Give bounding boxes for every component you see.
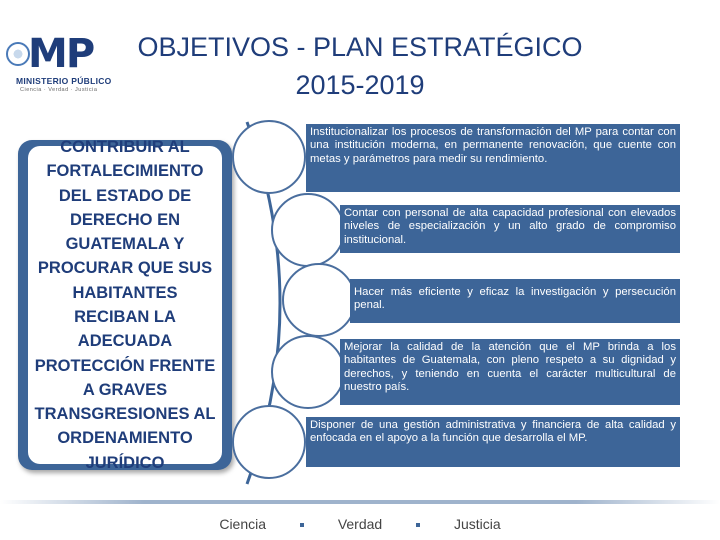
objective-item-3: Hacer más eficiente y eficaz la investigación y persecución penal. <box>350 279 680 323</box>
objective-item-4: Mejorar la calidad de la atención que el MP brinda a los habitantes de Guatemala, con pleno respeto a su dignidad y derechos, y teniendo en cuenta el carácter multicultural de nuestro país. <box>340 339 680 405</box>
objective-circle-3 <box>282 263 356 337</box>
objective-circle-5 <box>232 405 306 479</box>
page-title <box>100 28 620 104</box>
objective-circle-4 <box>271 335 345 409</box>
footer-word-justicia: Justicia <box>453 516 501 532</box>
title-line-2: 2015-2019 <box>295 70 425 100</box>
footer-word-verdad: Verdad <box>337 516 383 532</box>
logo-org-name: MINISTERIO PÚBLICO <box>16 76 112 86</box>
main-objective-text: CONTRIBUIR AL FORTALECIMIENTO DEL ESTADO DE DERECHO EN GUATEMALA Y PROCURAR QUE SUS HABITANTES RECIBAN LA ADECUADA PROTECCIÓN FRENTE A GRAVES TRANSGRESIONES AL ORDENAMIENTO JURÍDICO <box>28 146 222 464</box>
objective-circle-2 <box>271 193 345 267</box>
objective-item-5: Disponer de una gestión administrativa y financiera de alta calidad y enfocada en el apoyo a la función que desarrolla el MP. <box>306 417 680 467</box>
title-line-1: OBJETIVOS - PLAN ESTRATÉGICO <box>137 32 583 62</box>
logo-motto: Ciencia · Verdad · Justicia <box>20 87 98 93</box>
logo-mp-letters: MP <box>28 31 94 77</box>
footer-word-ciencia: Ciencia <box>219 516 267 532</box>
guatemala-crest-icon <box>6 42 30 66</box>
main-objective-box <box>18 137 232 472</box>
footer-divider <box>0 500 720 504</box>
objective-item-2: Contar con personal de alta capacidad profesional con elevados niveles de especialización y un alto grado de compromiso institucional. <box>340 205 680 253</box>
bullet-separator-icon <box>416 523 420 527</box>
footer-motto <box>0 516 720 532</box>
objective-circle-1 <box>232 120 306 194</box>
objective-item-1: Institucionalizar los procesos de transformación del MP para contar con una institución moderna, en permanente renovación, que cuente con metas y parámetros para medir su rendimiento. <box>306 124 680 192</box>
bullet-separator-icon <box>300 523 304 527</box>
